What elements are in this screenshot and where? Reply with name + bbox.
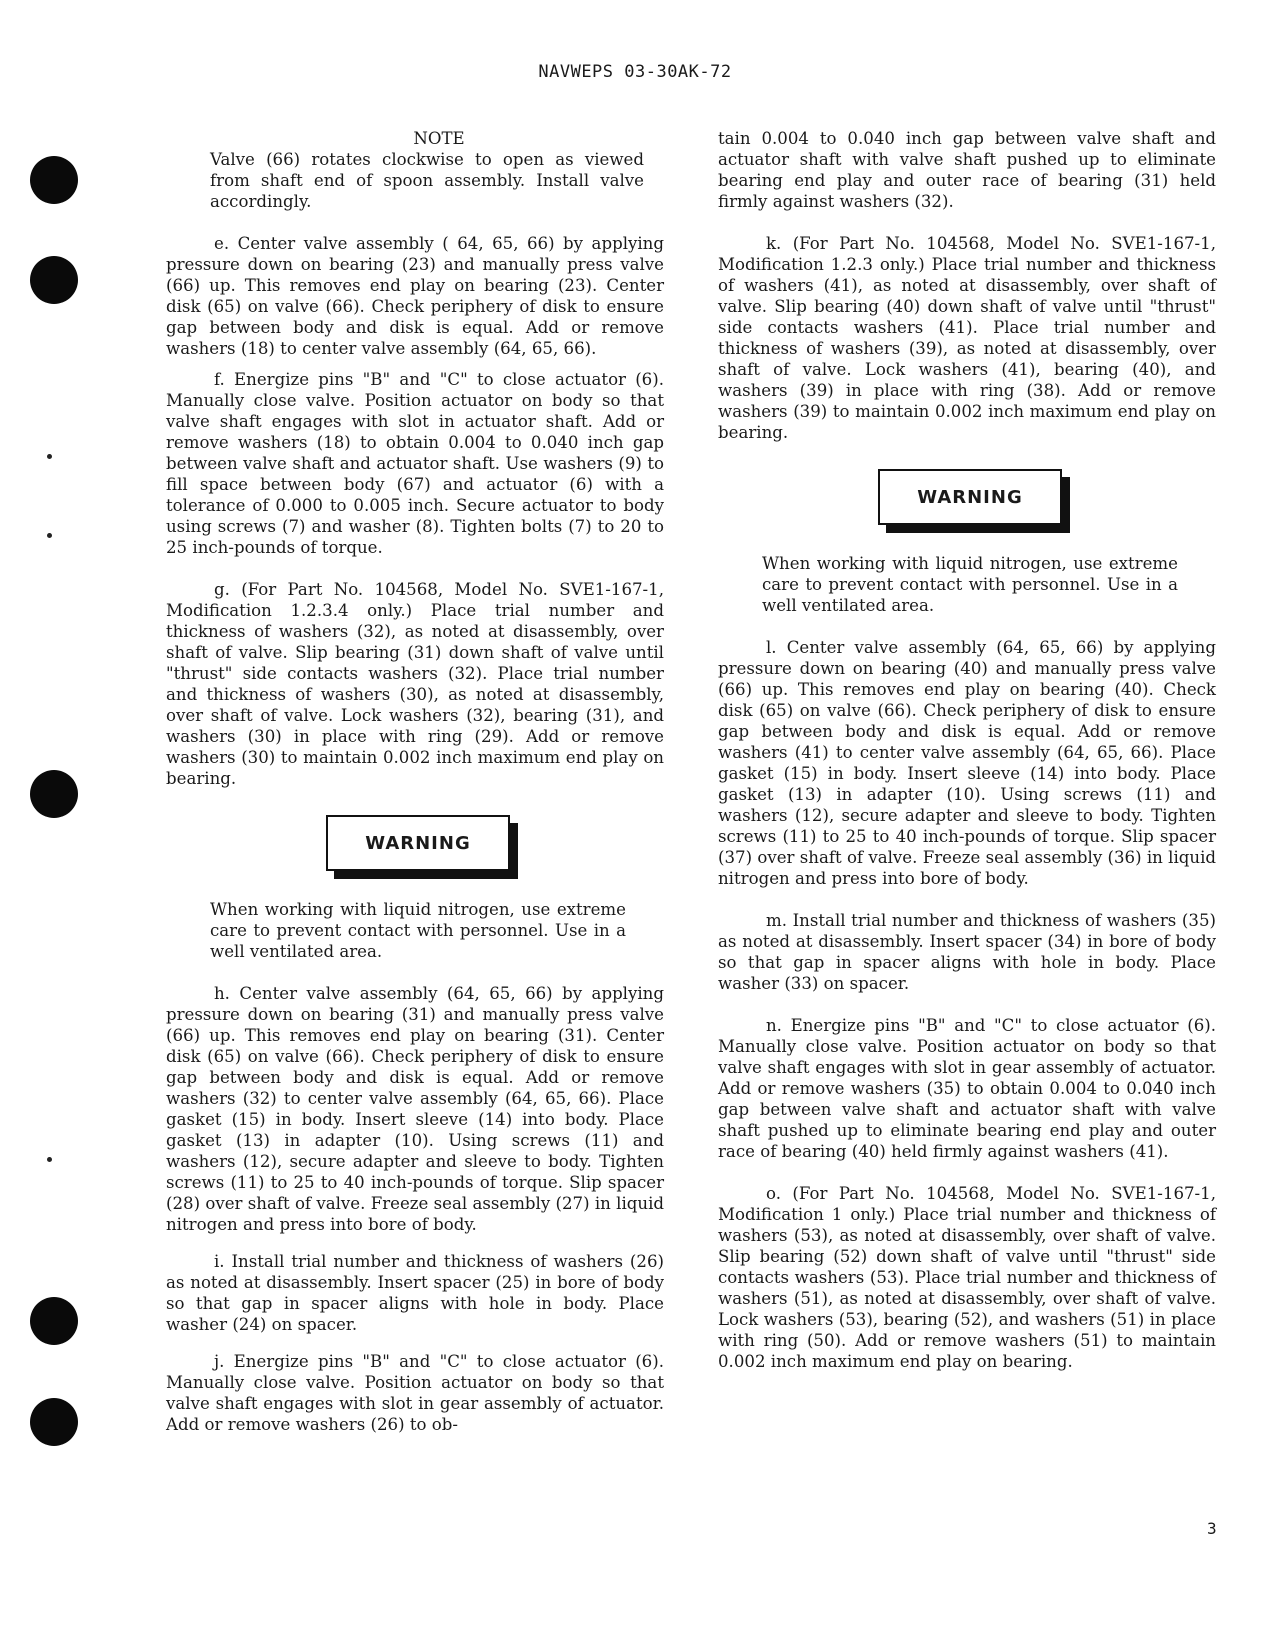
margin-mark bbox=[47, 533, 52, 538]
warning-label: WARNING bbox=[878, 469, 1062, 525]
margin-mark bbox=[47, 1157, 52, 1162]
step-j: j. Energize pins "B" and "C" to close actuator (6). Manually close valve. Position actuator on body so that valve shaft engages with slot in gear assembly of actuator. Add or remove washers (26) to ob- bbox=[166, 1352, 664, 1434]
left-column bbox=[166, 128, 664, 1435]
step-i: i. Install trial number and thickness of washers (26) as noted at disassembly. Insert spacer (25) in bore of body so that gap in spacer aligns with hole in body. Place washer (24) on spacer. bbox=[166, 1252, 664, 1334]
step-f: f. Energize pins "B" and "C" to close actuator (6). Manually close valve. Position actuator on body so that valve shaft engages with slot in actuator shaft. Add or remove washers (18) to obtain 0.004 to 0.040 inch gap between valve shaft and actuator shaft. Use washers (9) to fill space between body (67) and actuator (6) with a tolerance of 0.000 to 0.005 inch. Secure actuator to body using screws (7) and washer (8). Tighten bolts (7) to 20 to 25 inch-pounds of torque. bbox=[166, 370, 664, 557]
step-h: h. Center valve assembly (64, 65, 66) by applying pressure down on bearing (31) and manually press valve (66) up. This removes end play on bearing (31). Center disk (65) on valve (66). Check periphery of disk to ensure gap between body and disk is equal. Add or remove washers (32) to center valve assembly (64, 65, 66). Place gasket (15) in body. Insert sleeve (14) into body. Place gasket (13) in adapter (10). Using screws (11) and washers (12), secure adapter and sleeve to body. Tighten screws (11) to 25 to 40 inch-pounds of torque. Slip spacer (28) over shaft of valve. Freeze seal assembly (27) in liquid nitrogen and press into bore of body. bbox=[166, 984, 664, 1234]
note-body: Valve (66) rotates clockwise to open as viewed from shaft end of spoon assembly. Install valve accordingly. bbox=[210, 150, 644, 211]
warning-text: When working with liquid nitrogen, use extreme care to prevent contact with personnel. Use in a well ventilated area. bbox=[762, 554, 1178, 615]
binder-hole bbox=[30, 156, 78, 204]
step-j-continued: tain 0.004 to 0.040 inch gap between valve shaft and actuator shaft with valve shaft pushed up to eliminate bearing end play and outer race of bearing (31) held firmly against washers (32). bbox=[718, 129, 1216, 211]
right-column bbox=[718, 128, 1216, 1372]
warning-label: WARNING bbox=[326, 815, 510, 871]
step-o: o. (For Part No. 104568, Model No. SVE1-167-1, Modification 1 only.) Place trial number and thickness of washers (53), as noted at disassembly, over shaft of valve. Slip bearing (52) down shaft of valve until "thrust" side contacts washers (53). Place trial number and thickness of washers (51), as noted at disassembly, over shaft of valve. Lock washers (53), bearing (52), and washers (51) in place with ring (50). Add or remove washers (51) to maintain 0.002 inch maximum end play on bearing. bbox=[718, 1184, 1216, 1371]
warning-text: When working with liquid nitrogen, use extreme care to prevent contact with personnel. Use in a well ventilated area. bbox=[210, 900, 626, 961]
document-header: NAVWEPS 03-30AK-72 bbox=[538, 62, 732, 82]
binder-hole bbox=[30, 1297, 78, 1345]
warning-callout bbox=[718, 469, 1216, 549]
step-m: m. Install trial number and thickness of washers (35) as noted at disassembly. Insert spacer (34) in bore of body so that gap in spacer aligns with hole in body. Place washer (33) on spacer. bbox=[718, 911, 1216, 993]
binder-hole bbox=[30, 256, 78, 304]
step-l: l. Center valve assembly (64, 65, 66) by applying pressure down on bearing (40) and manually press valve (66) up. This removes end play on bearing (40). Check disk (65) on valve (66). Check periphery of disk to ensure gap between body and disk is equal. Add or remove washers (41) to center valve assembly (64, 65, 66). Place gasket (15) in body. Insert sleeve (14) into body. Place gasket (13) in adapter (10). Using screws (11) and washers (12), secure adapter and sleeve to body. Tighten screws (11) to 25 to 40 inch-pounds of torque. Slip spacer (37) over shaft of valve. Freeze seal assembly (36) in liquid nitrogen and press into bore of body. bbox=[718, 638, 1216, 888]
margin-mark bbox=[47, 454, 52, 459]
note-title: NOTE bbox=[413, 129, 465, 148]
step-e: e. Center valve assembly ( 64, 65, 66) by applying pressure down on bearing (23) and manually press valve (66) up. This removes end play on bearing (23). Center disk (65) on valve (66). Check periphery of disk to ensure gap between body and disk is equal. Add or remove washers (18) to center valve assembly (64, 65, 66). bbox=[166, 234, 664, 358]
page-number: 3 bbox=[1207, 1519, 1217, 1538]
binder-hole bbox=[30, 1398, 78, 1446]
binder-hole bbox=[30, 770, 78, 818]
step-n: n. Energize pins "B" and "C" to close actuator (6). Manually close valve. Position actuator on body so that valve shaft engages with slot in gear assembly of actuator. Add or remove washers (35) to obtain 0.004 to 0.040 inch gap between valve shaft and actuator shaft with valve shaft pushed up to eliminate bearing end play and outer race of bearing (40) held firmly against washers (41). bbox=[718, 1016, 1216, 1161]
step-g: g. (For Part No. 104568, Model No. SVE1-167-1, Modification 1.2.3.4 only.) Place trial number and thickness of washers (32), as noted at disassembly, over shaft of valve. Slip bearing (31) down shaft of valve until "thrust" side contacts washers (32). Place trial number and thickness of washers (30), as noted at disassembly, over shaft of valve. Lock washers (32), bearing (31), and washers (30) in place with ring (29). Add or remove washers (30) to maintain 0.002 inch maximum end play on bearing. bbox=[166, 580, 664, 788]
step-k: k. (For Part No. 104568, Model No. SVE1-167-1, Modification 1.2.3 only.) Place trial number and thickness of washers (41), as noted at disassembly, over shaft of valve. Slip bearing (40) down shaft of valve until "thrust" side contacts washers (41). Place trial number and thickness of washers (39), as noted at disassembly, over shaft of valve. Lock washers (41), bearing (40), and washers (39) in place with ring (38). Add or remove washers (39) to maintain 0.002 inch maximum end play on bearing. bbox=[718, 234, 1216, 442]
warning-callout bbox=[166, 815, 664, 895]
